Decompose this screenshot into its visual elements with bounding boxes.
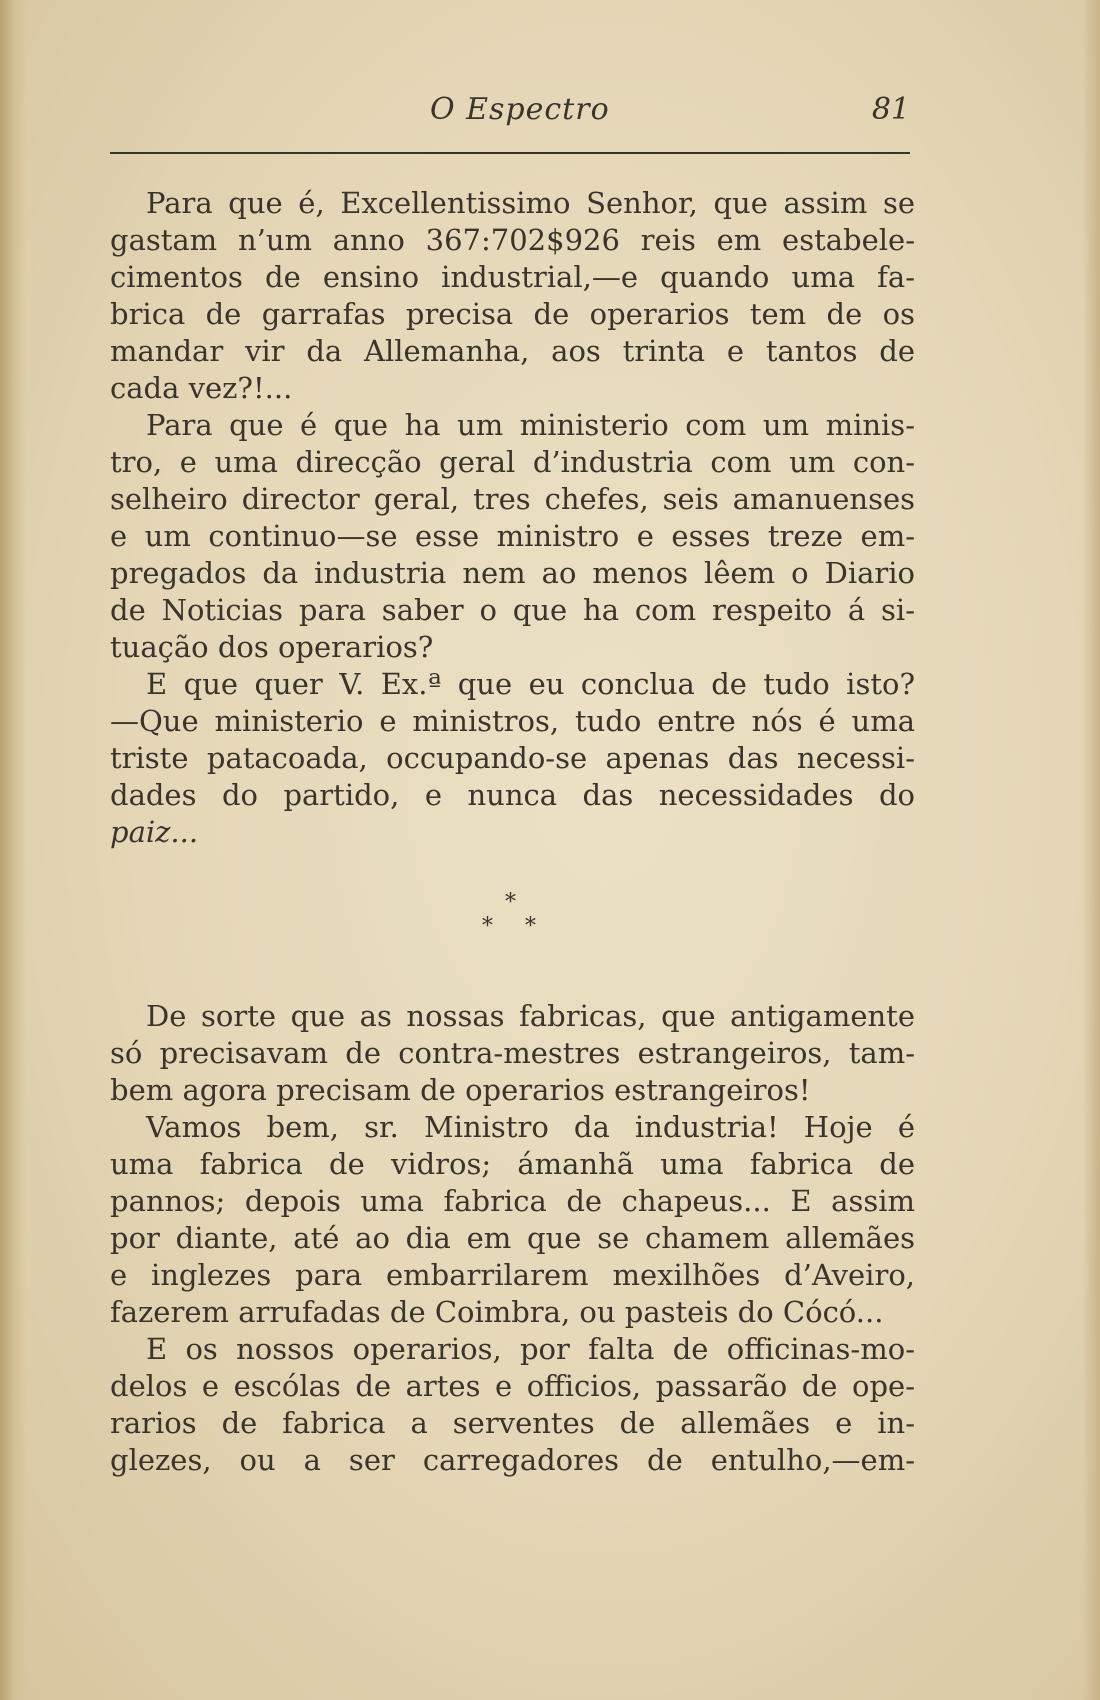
text-line: selheiro director geral, tres chefes, seis amanuenses	[110, 482, 915, 516]
text-line: tuação dos operarios?	[110, 630, 434, 664]
page-number: 81	[871, 92, 910, 127]
running-title: O Espectro	[430, 92, 610, 127]
asterisk-icon: *	[525, 914, 536, 939]
text-line: rarios de fabrica a serventes de allemães e in-	[110, 1406, 915, 1440]
text-line: uma fabrica de vidros; ámanhã uma fabrica de	[110, 1147, 915, 1181]
text-line: delos e escólas de artes e officios, passarão de ope-	[110, 1369, 915, 1403]
text-line: E os nossos operarios, por falta de officinas-mo-	[146, 1332, 915, 1366]
running-head	[110, 92, 910, 136]
page-edge-left	[0, 0, 26, 1700]
text-line: E que quer V. Ex.ª que eu conclua de tudo isto?	[146, 667, 915, 701]
paragraph-block-1	[110, 185, 915, 851]
text-line: pregados da industria nem ao menos lêem o Diario	[110, 556, 915, 590]
text-line: Para que é que ha um ministerio com um minis-	[146, 408, 915, 442]
text-line: por diante, até ao dia em que se chamem allemães	[110, 1221, 915, 1255]
text-line: bem agora precisam de operarios estrangeiros!	[110, 1073, 811, 1107]
paragraph-block-2	[110, 998, 915, 1479]
text-line: só precisavam de contra-mestres estrangeiros, tam-	[110, 1036, 915, 1070]
asterisk-icon: *	[505, 890, 516, 915]
text-line: e inglezes para embarrilarem mexilhões d’Aveiro,	[110, 1258, 915, 1292]
text-line: dades do partido, e nunca das necessidades do	[110, 778, 915, 812]
text-line: pannos; depois uma fabrica de chapeus... E assim	[110, 1184, 915, 1218]
header-rule	[110, 152, 910, 154]
asterism-divider	[480, 892, 540, 952]
text-line: cimentos de ensino industrial,—e quando uma fa-	[110, 260, 915, 294]
page-edge-right	[1082, 0, 1100, 1700]
text-line: paiz...	[110, 815, 199, 849]
text-line: tro, e uma direcção geral d’industria com um con-	[110, 445, 915, 479]
asterisk-icon: *	[482, 914, 493, 939]
text-line: fazerem arrufadas de Coimbra, ou pasteis do Cócó...	[110, 1295, 884, 1329]
text-line: gastam n’um anno 367:702$926 reis em estabele-	[110, 223, 915, 257]
text-line: brica de garrafas precisa de operarios tem de os	[110, 297, 915, 331]
text-line: cada vez?!...	[110, 371, 293, 405]
text-line: De sorte que as nossas fabricas, que antigamente	[146, 999, 915, 1033]
text-line: de Noticias para saber o que ha com respeito á si-	[110, 593, 915, 627]
text-line: Vamos bem, sr. Ministro da industria! Hoje é	[146, 1110, 915, 1144]
text-line: Para que é, Excellentissimo Senhor, que assim se	[146, 186, 915, 220]
text-line: —Que ministerio e ministros, tudo entre nós é uma	[110, 704, 915, 738]
text-line: e um continuo—se esse ministro e esses treze em-	[110, 519, 915, 553]
text-line: glezes, ou a ser carregadores de entulho,—em-	[110, 1443, 915, 1477]
text-line: mandar vir da Allemanha, aos trinta e tantos de	[110, 334, 915, 368]
text-line: triste patacoada, occupando-se apenas das necessi-	[110, 741, 915, 775]
